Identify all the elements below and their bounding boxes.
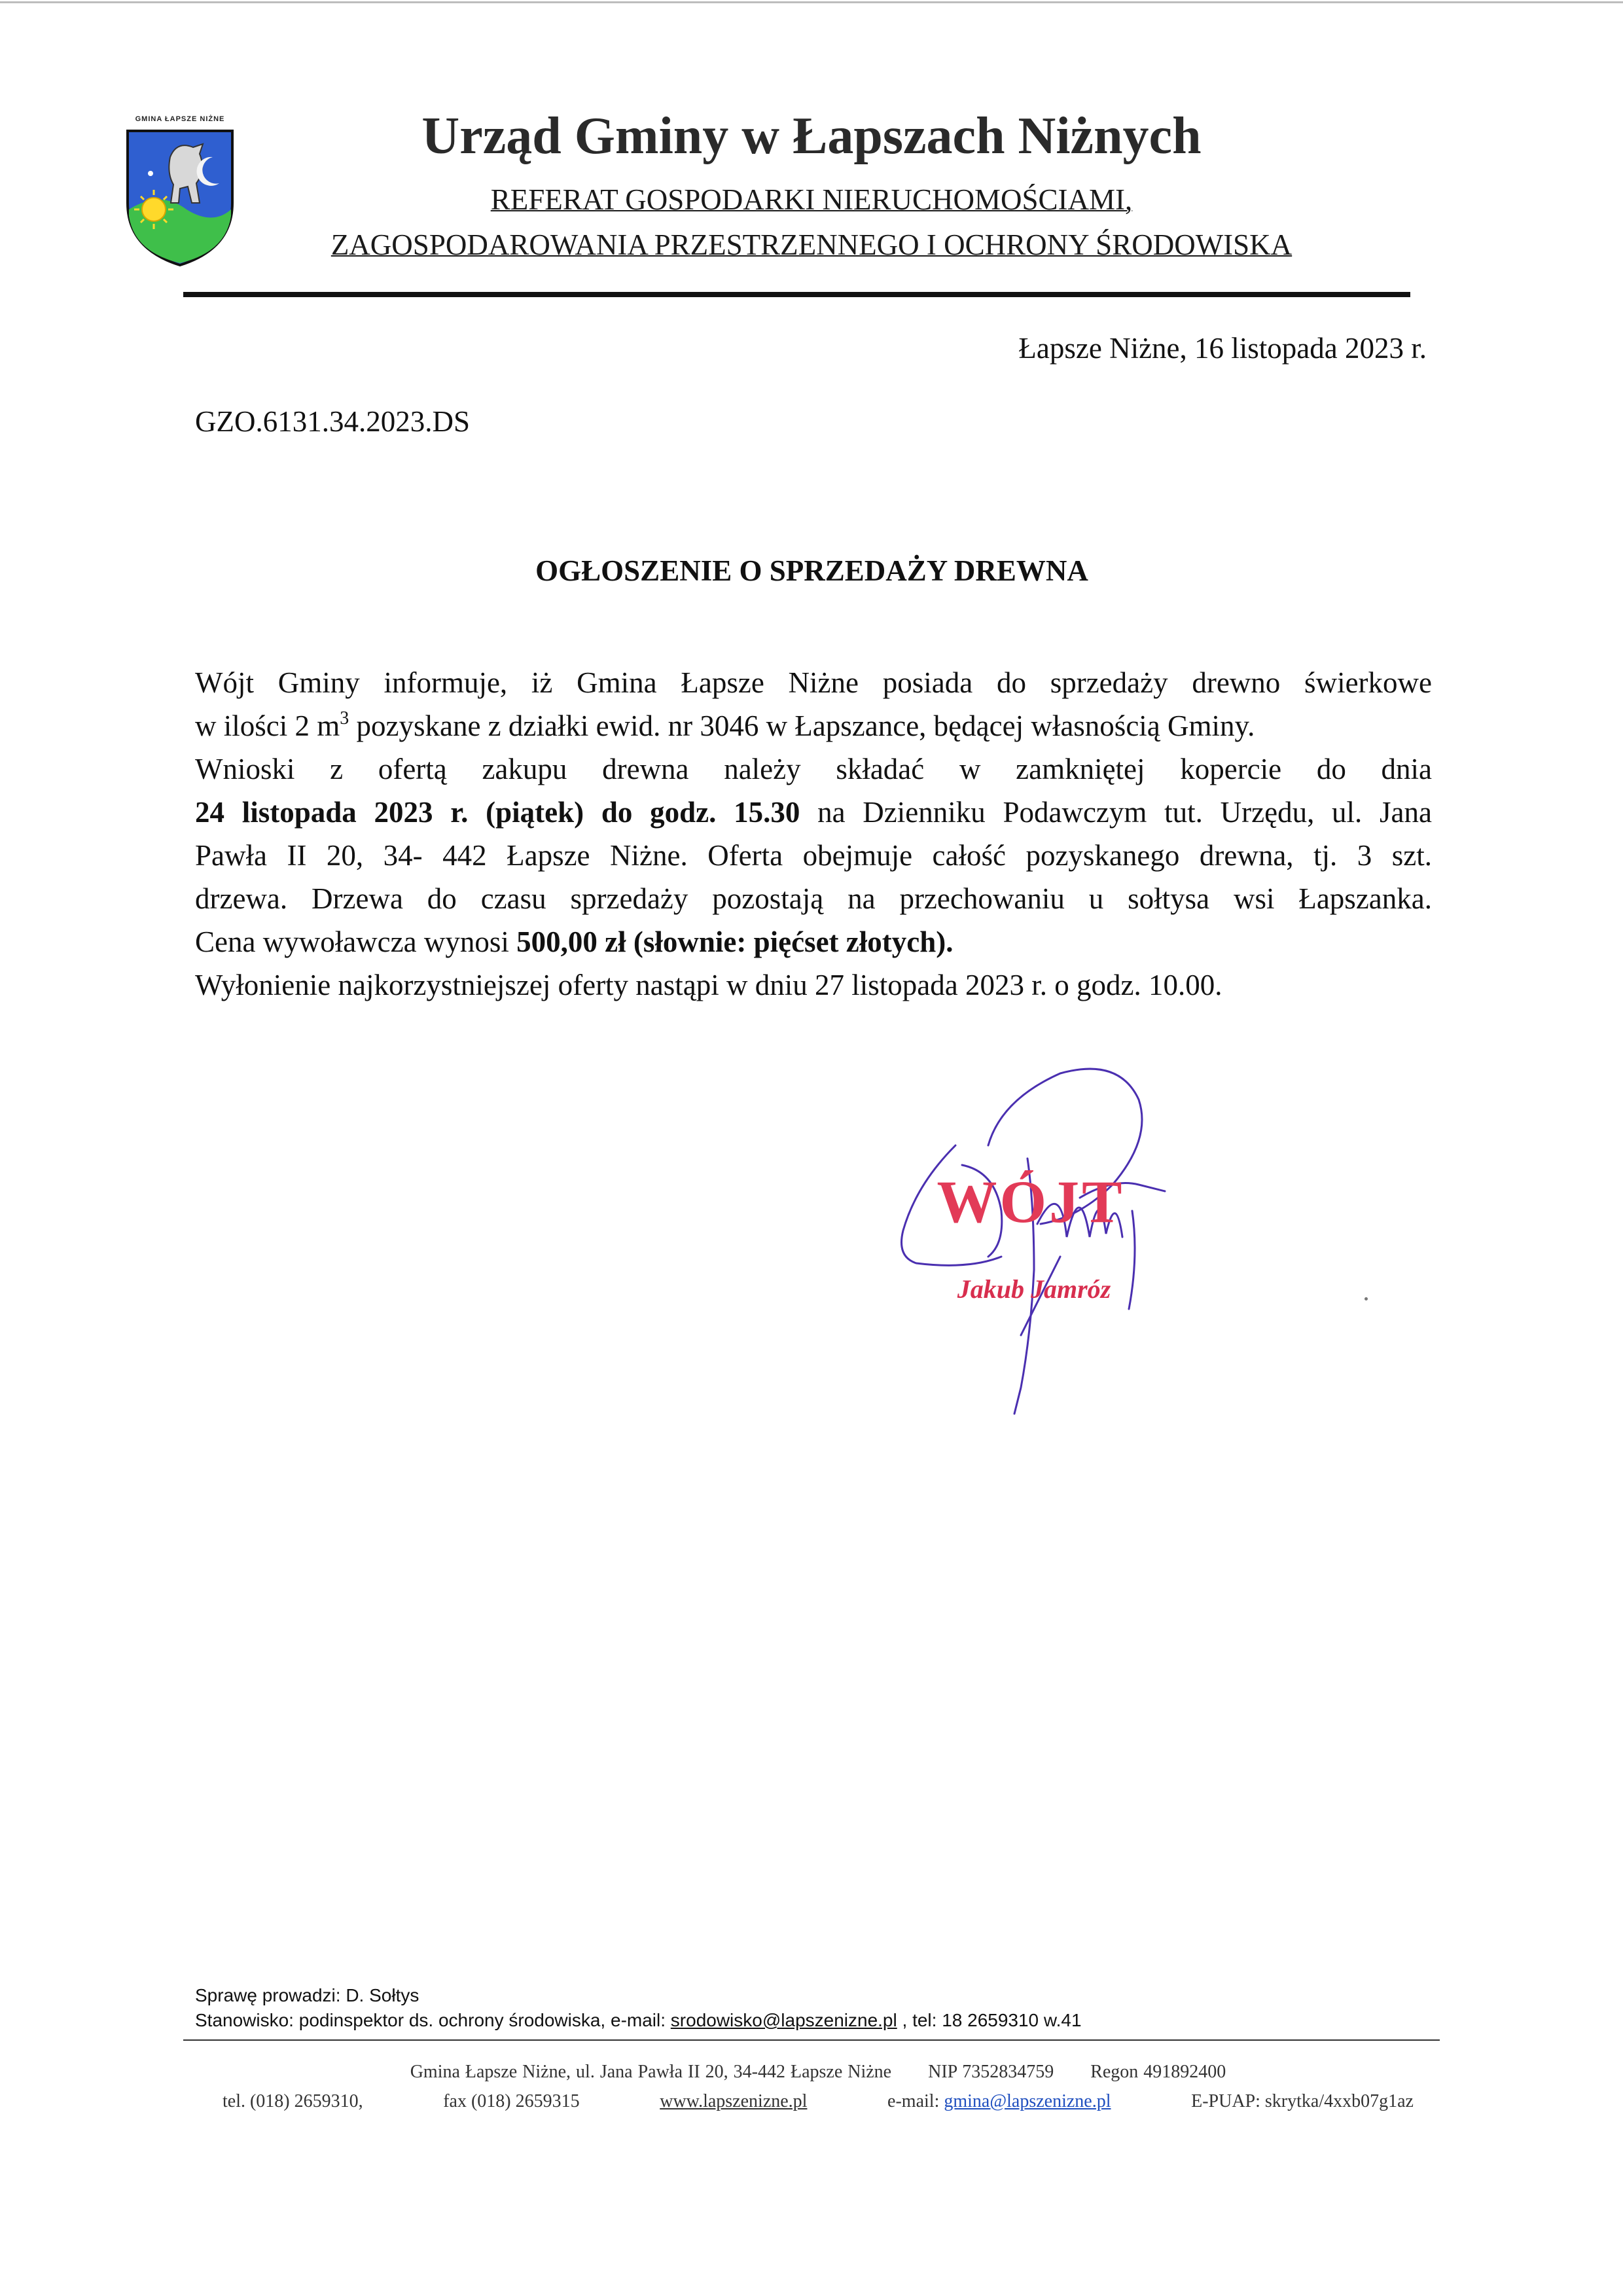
department-line-2: ZAGOSPODAROWANIA PRZESTRZENNEGO I OCHRONY ŚRODOWISKA — [330, 228, 1293, 261]
email-label: e-mail: — [887, 2091, 944, 2111]
body-text: na Dzienniku Podawczym tut. Urzędu, ul. Jana — [800, 796, 1432, 829]
body-line: Wnioski z ofertą zakupu drewna należy składać w zamkniętej kopercie do dnia — [195, 753, 1432, 785]
superscript: 3 — [340, 708, 349, 728]
price-text: 500,00 zł (słownie: pięćset złotych). — [516, 925, 954, 958]
announcement-body — [195, 661, 1432, 1007]
stamp-name: Jakub Jamróz — [957, 1274, 1111, 1304]
contact-block — [195, 1983, 1438, 2033]
body-line: drzewa. Drzewa do czasu sprzedaży pozostają na przechowaniu u sołtysa wsi Łapszanka. — [195, 882, 1432, 915]
contact-email-link[interactable]: srodowisko@lapszenizne.pl — [670, 2010, 897, 2030]
body-text: w ilości 2 m — [195, 709, 340, 742]
body-line: Wójt Gminy informuje, iż Gmina Łapsze Niżne posiada do sprzedaży drewno świerkowe — [195, 666, 1432, 699]
office-title: Urząd Gminy w Łapszach Niżnych — [421, 107, 1202, 165]
position-text: Stanowisko: podinspektor ds. ochrony środowiska, e-mail: — [195, 2010, 671, 2030]
document-title: OGŁOSZENIE O SPRZEDAŻY DREWNA — [535, 554, 1088, 587]
footer-address-line — [223, 2063, 1414, 2081]
contact-phone: , tel: 18 2659310 w.41 — [897, 2010, 1082, 2030]
footer-contact-line — [223, 2092, 1414, 2111]
stamp-title: WÓJT — [936, 1168, 1125, 1235]
document-date: Łapsze Niżne, 16 listopada 2023 r. — [1018, 332, 1427, 365]
office-email-group — [887, 2092, 1111, 2111]
body-line — [195, 704, 1432, 747]
body-line: Pawła II 20, 34- 442 Łapsze Niżne. Oferta obejmuje całość pozyskanego drewna, tj. 3 szt. — [195, 839, 1432, 872]
office-address: Gmina Łapsze Niżne, ul. Jana Pawła II 20, 34-442 Łapsze Niżne — [410, 2062, 892, 2082]
body-line: Wyłonienie najkorzystniejszej oferty nastąpi w dniu 27 listopada 2023 r. o godz. 10.00. — [195, 969, 1222, 1001]
regon-number: Regon 491892400 — [1090, 2062, 1226, 2082]
nip-number: NIP 7352834759 — [928, 2062, 1054, 2082]
body-text: pozyskane z działki ewid. nr 3046 w Łapszance, będącej własnością Gminy. — [349, 709, 1255, 742]
municipality-crest-logo — [115, 111, 245, 268]
website-link[interactable]: www.lapszenizne.pl — [660, 2091, 808, 2111]
epuap-address: E-PUAP: skrytka/4xxb07g1az — [1191, 2091, 1414, 2111]
position-line — [195, 2008, 1438, 2033]
office-fax: fax (018) 2659315 — [443, 2091, 580, 2111]
body-text: Cena wywoławcza wynosi — [195, 925, 517, 958]
footer-divider — [183, 2039, 1440, 2041]
office-email-link[interactable]: gmina@lapszenizne.pl — [944, 2091, 1111, 2111]
header-divider — [183, 292, 1410, 297]
department-line-1: REFERAT GOSPODARKI NIERUCHOMOŚCIAMI, — [490, 183, 1133, 216]
scan-edge-line — [0, 1, 1623, 3]
scan-speck — [1364, 1297, 1368, 1300]
crest-caption: GMINA ŁAPSZE NIŻNE — [135, 115, 225, 123]
office-phone: tel. (018) 2659310, — [223, 2091, 363, 2111]
reference-number: GZO.6131.34.2023.DS — [195, 405, 471, 438]
body-line — [195, 791, 1432, 834]
deadline-text: 24 listopada 2023 r. (piątek) do godz. 15.30 — [195, 796, 800, 829]
handwritten-signature — [864, 1060, 1217, 1427]
handled-by: Sprawę prowadzi: D. Sołtys — [195, 1985, 419, 2005]
body-line — [195, 920, 1432, 963]
